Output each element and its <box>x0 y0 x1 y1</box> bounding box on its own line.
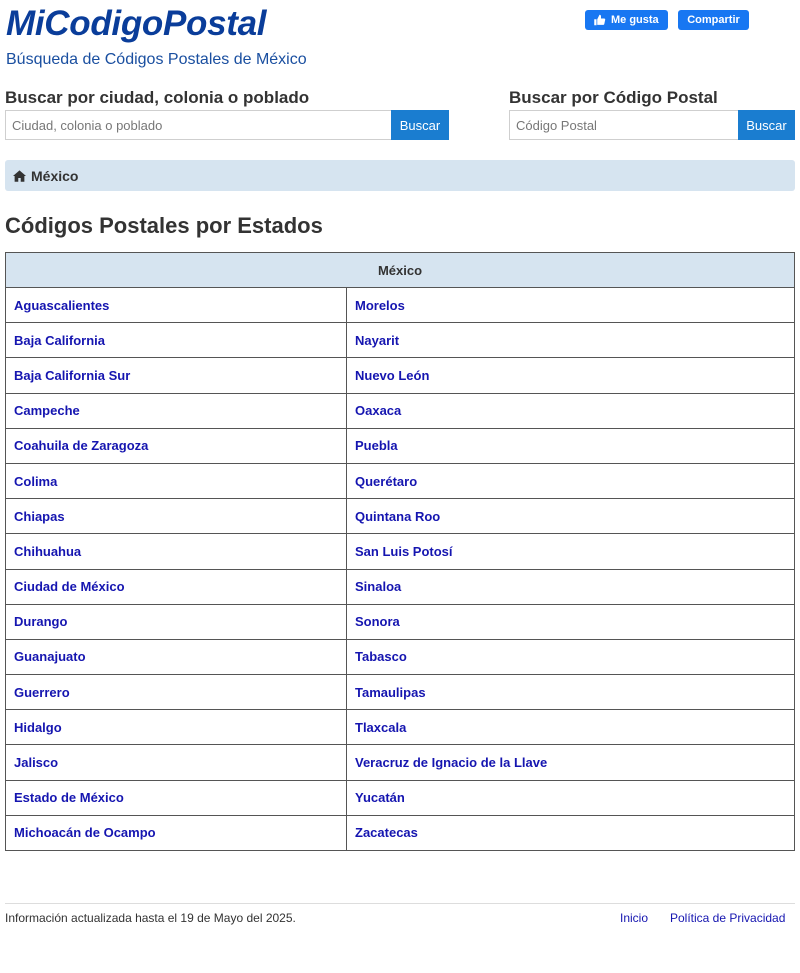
breadcrumb <box>5 160 795 191</box>
table-cell <box>347 393 795 428</box>
state-link[interactable]: Aguascalientes <box>14 297 110 313</box>
table-row <box>6 815 795 850</box>
table-cell <box>347 639 795 674</box>
table-cell <box>6 745 347 780</box>
table-row <box>6 780 795 815</box>
state-link[interactable]: Baja California Sur <box>14 367 131 383</box>
table-cell <box>6 428 347 463</box>
home-icon <box>13 170 26 182</box>
table-cell <box>6 499 347 534</box>
table-cell <box>347 323 795 358</box>
state-link[interactable]: Chihuahua <box>14 543 82 559</box>
state-link[interactable]: Estado de México <box>14 790 124 806</box>
state-link[interactable]: Ciudad de México <box>14 579 125 595</box>
state-link[interactable]: Querétaro <box>355 473 418 489</box>
facebook-share-button[interactable] <box>678 10 749 30</box>
state-link[interactable]: Morelos <box>355 297 405 313</box>
table-row <box>6 463 795 498</box>
table-row <box>6 499 795 534</box>
postal-code-search-button[interactable]: Buscar <box>738 110 795 140</box>
table-cell <box>347 710 795 745</box>
postal-code-search-label: Buscar por Código Postal <box>509 88 718 107</box>
city-search-label: Buscar por ciudad, colonia o poblado <box>5 88 310 107</box>
share-label: Compartir <box>687 14 740 26</box>
table-cell <box>347 534 795 569</box>
table-row <box>6 675 795 710</box>
table-header: México <box>6 253 795 288</box>
table-cell <box>6 569 347 604</box>
table-cell <box>6 288 347 323</box>
table-cell <box>6 710 347 745</box>
table-cell <box>347 745 795 780</box>
table-row <box>6 639 795 674</box>
state-link[interactable]: Baja California <box>14 332 106 348</box>
state-link[interactable]: Sinaloa <box>355 579 402 595</box>
table-cell <box>347 780 795 815</box>
table-cell <box>6 358 347 393</box>
state-link[interactable]: Oaxaca <box>355 403 402 419</box>
state-link[interactable]: Zacatecas <box>355 825 418 841</box>
postal-code-search-form <box>509 110 795 140</box>
table-cell <box>347 358 795 393</box>
postal-code-input[interactable] <box>509 110 738 140</box>
table-cell <box>6 463 347 498</box>
state-link[interactable]: Nuevo León <box>355 367 430 383</box>
state-link[interactable]: Chiapas <box>14 508 65 524</box>
state-link[interactable]: Guerrero <box>14 684 70 700</box>
table-cell <box>6 675 347 710</box>
table-row <box>6 393 795 428</box>
thumbs-up-icon <box>593 14 606 26</box>
state-link[interactable]: Tabasco <box>355 649 407 665</box>
state-link[interactable]: Quintana Roo <box>355 508 441 524</box>
table-row <box>6 428 795 463</box>
table-row <box>6 358 795 393</box>
footer-link-home[interactable]: Inicio <box>620 911 649 925</box>
state-link[interactable]: Sonora <box>355 614 400 630</box>
table-cell <box>6 323 347 358</box>
table-cell <box>347 428 795 463</box>
state-link[interactable]: Durango <box>14 614 68 630</box>
table-cell <box>347 463 795 498</box>
state-link[interactable]: Nayarit <box>355 332 400 348</box>
state-link[interactable]: Campeche <box>14 403 80 419</box>
city-search-form <box>5 110 449 140</box>
state-link[interactable]: Yucatán <box>355 790 405 806</box>
state-link[interactable]: Tlaxcala <box>355 719 407 735</box>
city-search-input[interactable] <box>5 110 391 140</box>
table-row <box>6 569 795 604</box>
breadcrumb-item-mexico[interactable]: México <box>31 167 79 184</box>
table-cell <box>347 499 795 534</box>
footer-divider <box>5 903 795 904</box>
table-cell <box>347 675 795 710</box>
table-cell <box>347 569 795 604</box>
table-cell <box>6 780 347 815</box>
facebook-like-button[interactable] <box>585 10 668 30</box>
table-cell <box>6 604 347 639</box>
states-table <box>5 252 795 851</box>
site-tagline: Búsqueda de Códigos Postales de México <box>6 51 307 68</box>
state-link[interactable]: Puebla <box>355 438 398 454</box>
table-row <box>6 604 795 639</box>
table-row <box>6 288 795 323</box>
table-cell <box>6 815 347 850</box>
state-link[interactable]: Jalisco <box>14 755 59 771</box>
state-link[interactable]: Colima <box>14 473 58 489</box>
site-logo[interactable]: MiCodigoPostal <box>6 4 267 43</box>
footer-link-privacy[interactable]: Política de Privacidad <box>670 911 786 925</box>
table-row <box>6 323 795 358</box>
state-link[interactable]: Veracruz de Ignacio de la Llave <box>355 755 548 771</box>
table-cell <box>347 288 795 323</box>
state-link[interactable]: Tamaulipas <box>355 684 426 700</box>
state-link[interactable]: San Luis Potosí <box>355 543 453 559</box>
state-link[interactable]: Coahuila de Zaragoza <box>14 438 149 454</box>
table-cell <box>6 639 347 674</box>
table-cell <box>347 815 795 850</box>
page-title: Códigos Postales por Estados <box>5 213 323 238</box>
table-row <box>6 534 795 569</box>
state-link[interactable]: Guanajuato <box>14 649 86 665</box>
table-cell <box>6 393 347 428</box>
state-link[interactable]: Hidalgo <box>14 719 62 735</box>
table-row <box>6 710 795 745</box>
state-link[interactable]: Michoacán de Ocampo <box>14 825 156 841</box>
table-row <box>6 745 795 780</box>
footer-updated-text: Información actualizada hasta el 19 de Mayo del 2025. <box>5 911 296 925</box>
table-cell <box>6 534 347 569</box>
like-label: Me gusta <box>611 14 659 26</box>
city-search-button[interactable]: Buscar <box>391 110 449 140</box>
table-cell <box>347 604 795 639</box>
